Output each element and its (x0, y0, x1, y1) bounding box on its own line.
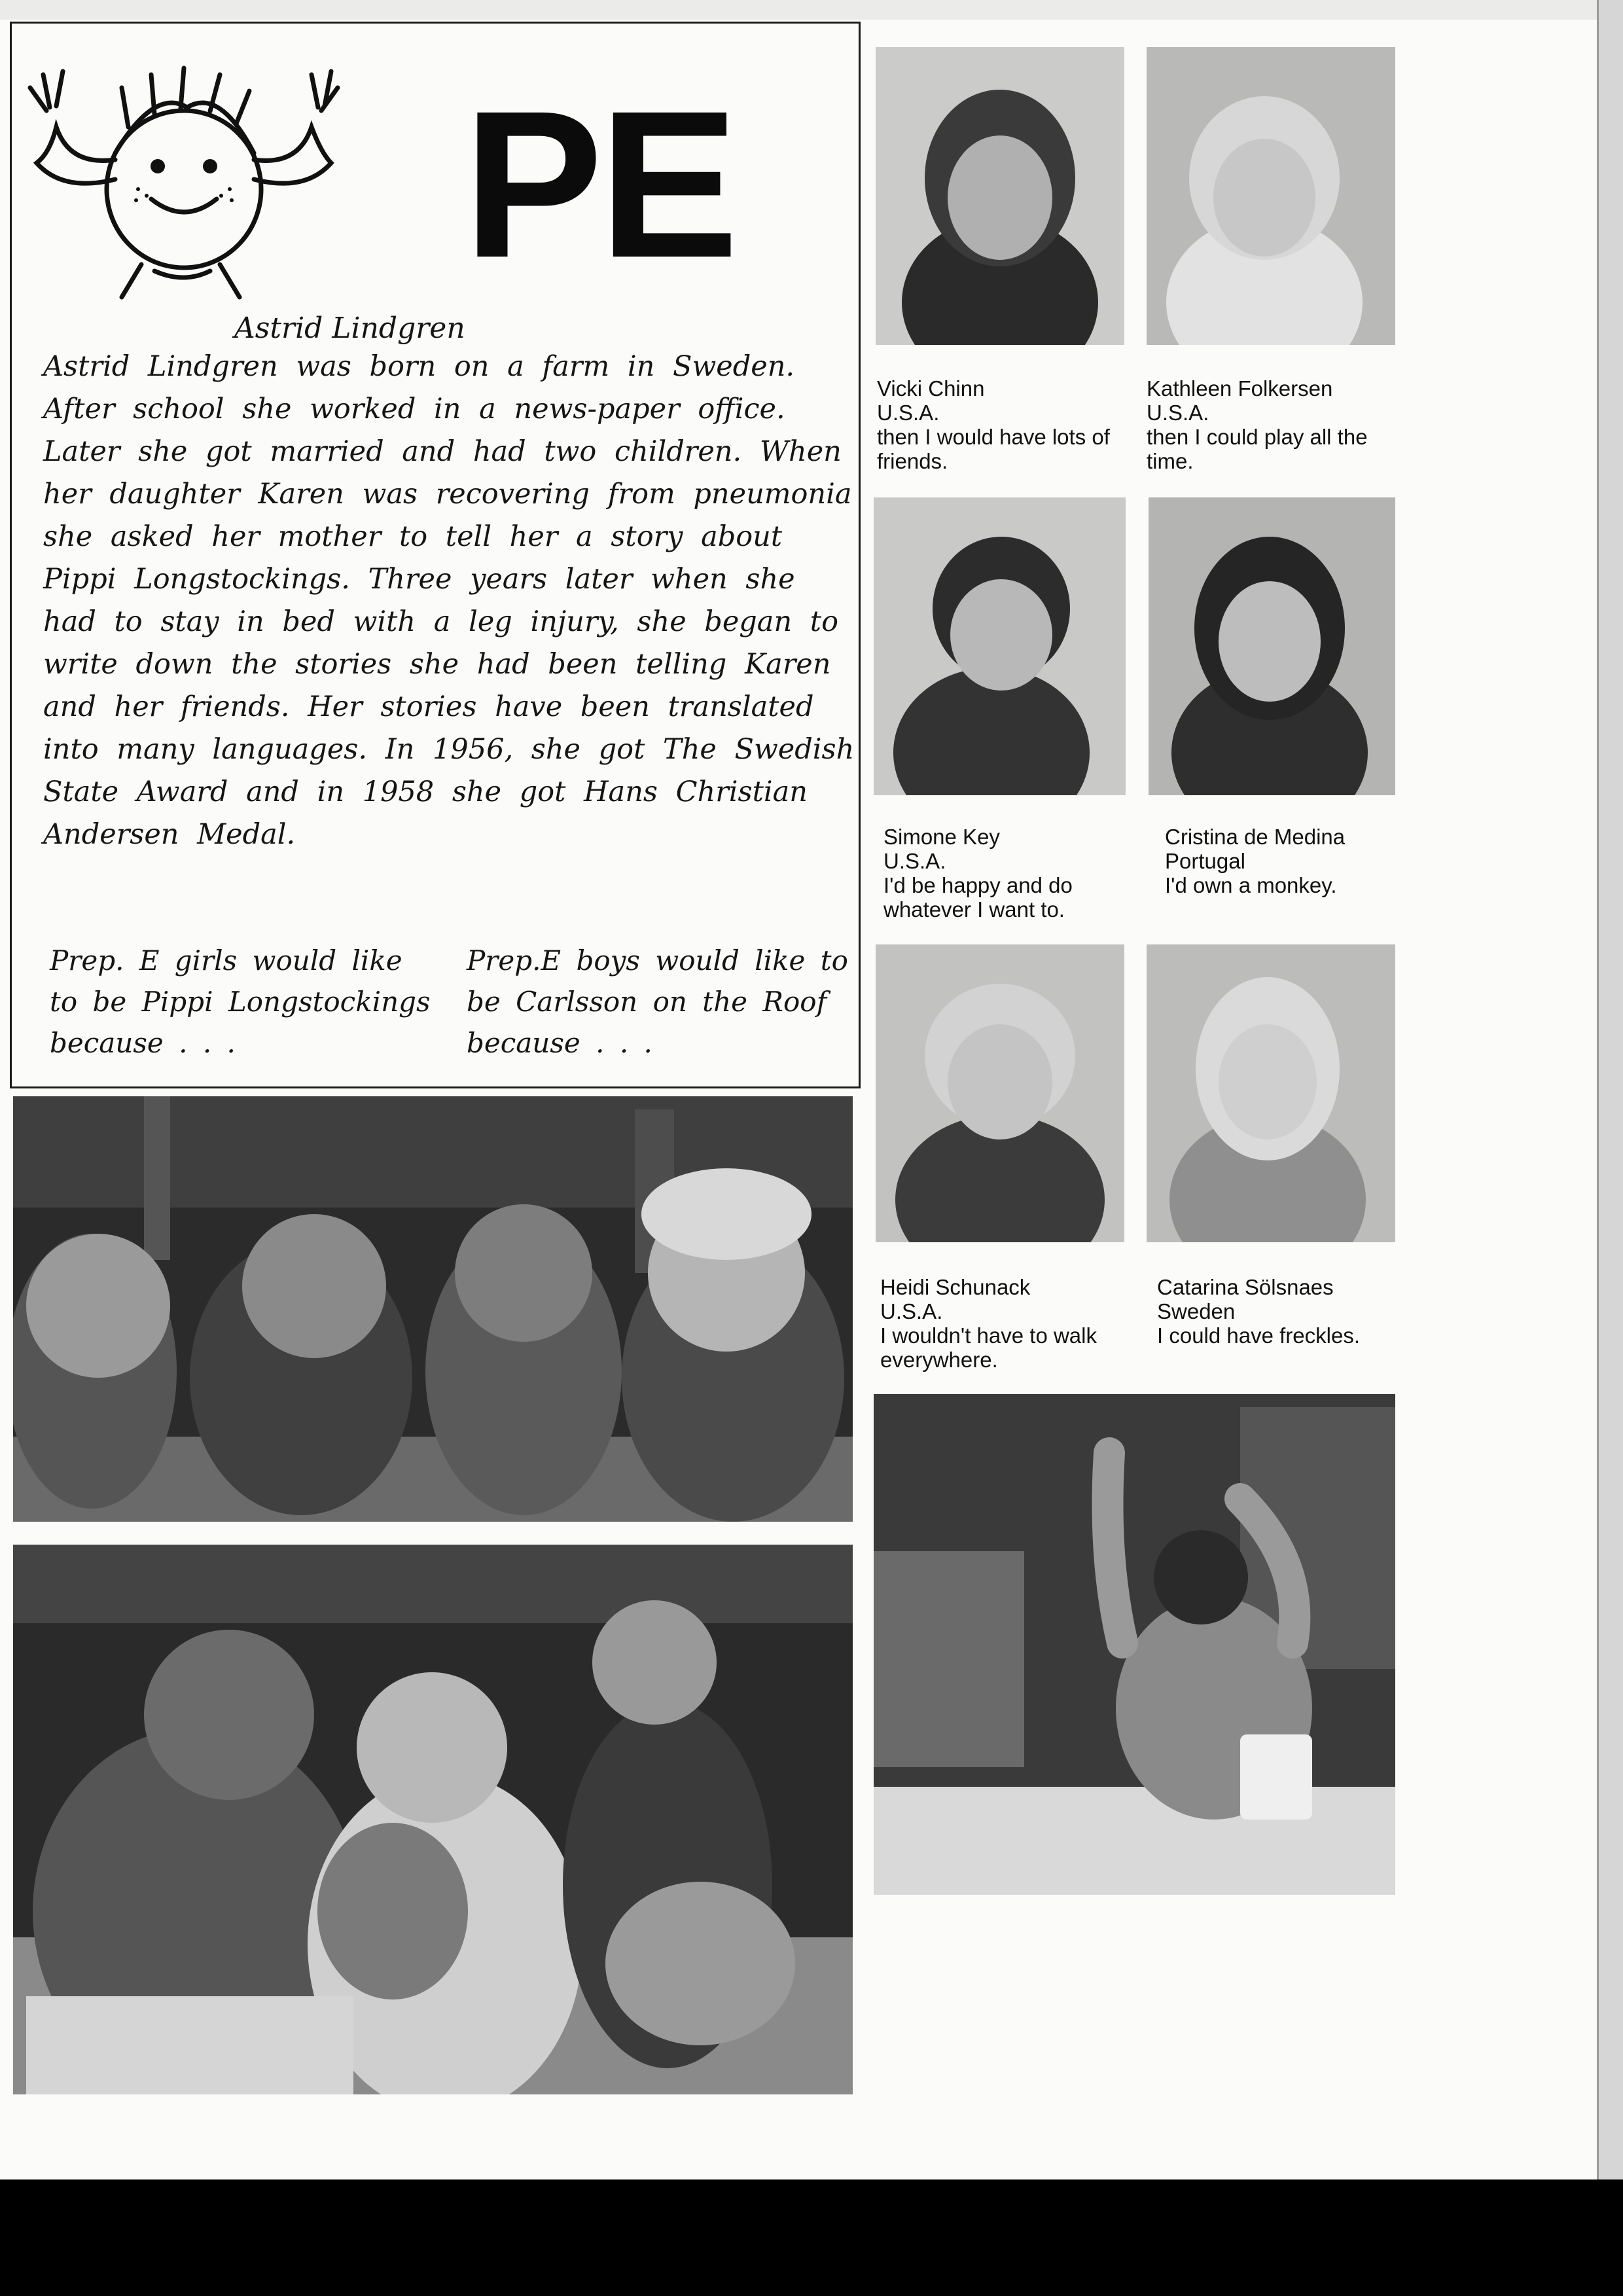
portrait-name: Heidi Schunack (880, 1275, 1031, 1299)
classroom-photo-child-playing (874, 1394, 1395, 1895)
scan-bottom-border (0, 2179, 1623, 2296)
pippi-doodle-illustration (24, 48, 351, 310)
portrait-caption-3 (883, 825, 1135, 922)
portrait-photo-2 (1147, 47, 1395, 345)
portrait-quote: I wouldn't have to walk everywhere. (880, 1323, 1097, 1372)
page-title: PE (463, 67, 735, 301)
portrait-name: Vicki Chinn (877, 376, 985, 401)
portrait-name: Kathleen Folkersen (1147, 376, 1333, 401)
portrait-photo-1 (876, 47, 1124, 345)
portrait-name: Catarina Sölsnaes (1157, 1275, 1334, 1299)
portrait-quote: then I could play all the time. (1147, 425, 1368, 473)
portrait-caption-2 (1147, 376, 1408, 473)
portrait-caption-6 (1157, 1275, 1412, 1348)
portrait-photo-4 (1149, 497, 1395, 795)
group-photo-papier-mache (13, 1545, 853, 2094)
scan-right-edge (1597, 0, 1623, 2179)
group-photo-children-table (13, 1096, 853, 1522)
portrait-country: U.S.A. (883, 849, 946, 873)
biography-text: Astrid Lindgren was born on a farm in Sweden. After school she worked in a news-paper office. Later she got married and had two children. When her daughter Karen was recovering from pneumonia she asked her mother to tell her a story about Pippi Longstockings. Three years later when she had to stay in bed with a leg injury, she began to write down the stories she had been telling Karen and her friends. Her stories have been translated into many languages. In 1956, she got The Swedish State Award and in 1958 she got Hans Christian Andersen Medal. (43, 350, 855, 851)
portrait-photo-3 (874, 497, 1126, 795)
portrait-country: U.S.A. (880, 1299, 943, 1323)
portrait-country: U.S.A. (1147, 401, 1209, 425)
portrait-name: Simone Key (883, 825, 1000, 849)
boys-prompt: Prep.E boys would like to be Carlsson on the Roof because . . . (467, 944, 848, 1059)
portrait-country: U.S.A. (877, 401, 940, 425)
portrait-caption-4 (1165, 825, 1414, 897)
portrait-quote: then I would have lots of friends. (877, 425, 1110, 473)
scan-top-edge (0, 0, 1597, 20)
portrait-quote: I'd own a monkey. (1165, 873, 1337, 897)
portrait-caption-5 (880, 1275, 1135, 1372)
portrait-photo-5 (876, 944, 1124, 1242)
portrait-country: Portugal (1165, 849, 1245, 873)
portrait-caption-1 (877, 376, 1126, 473)
girls-prompt: Prep. E girls would like to be Pippi Longstockings because . . . (50, 944, 431, 1059)
portrait-quote: I'd be happy and do whatever I want to. (883, 873, 1073, 922)
portrait-photo-6 (1147, 944, 1395, 1242)
portrait-name: Cristina de Medina (1165, 825, 1346, 849)
section-heading: Astrid Lindgren (234, 312, 465, 345)
portrait-quote: I could have freckles. (1157, 1323, 1360, 1348)
handwritten-text-box (10, 22, 861, 1088)
portrait-country: Sweden (1157, 1299, 1236, 1323)
